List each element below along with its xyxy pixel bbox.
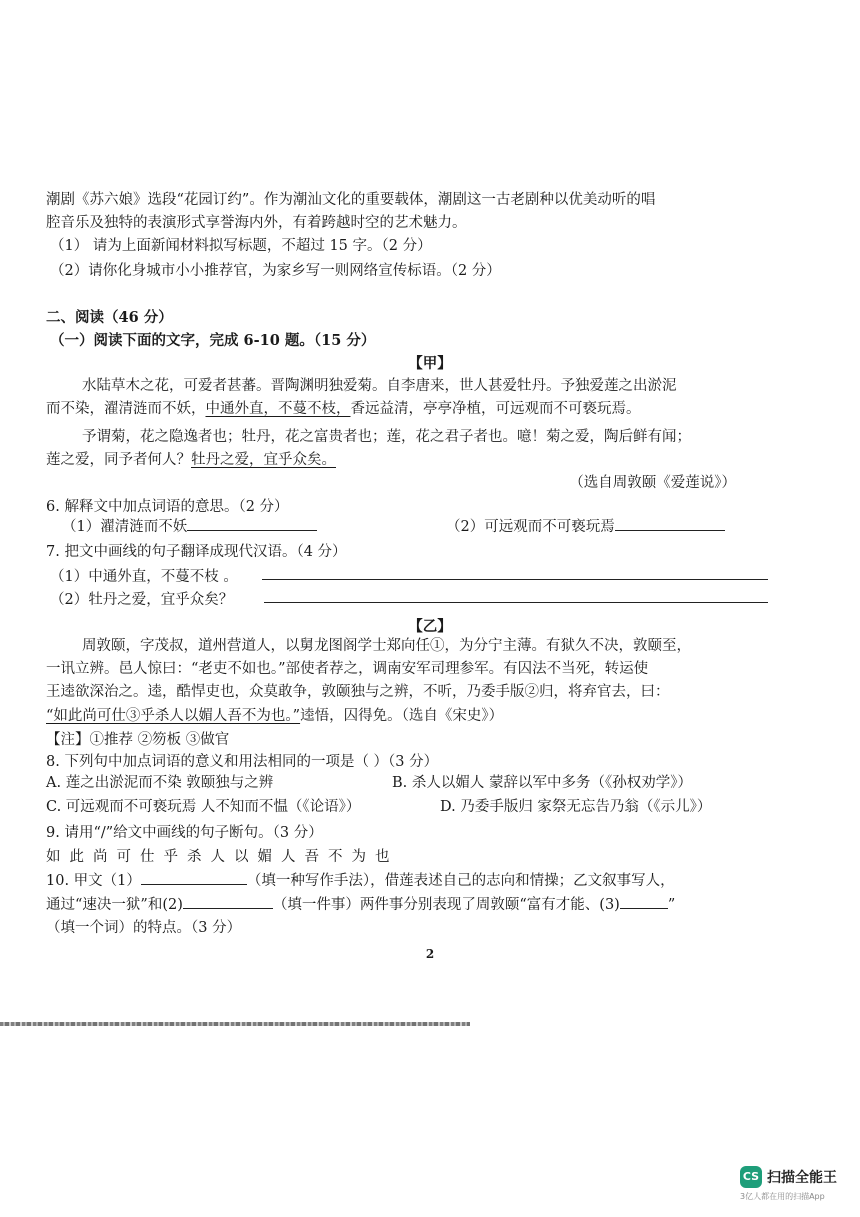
text-span: 通过“速决一狱”和(2) <box>46 897 183 913</box>
text-span: 逵悟，囚得免。（选自《宋史》） <box>300 708 504 724</box>
question-8-option-c: C. 可远观而不可亵玩焉 人不知而不愠（《论语》） <box>46 799 361 815</box>
section-heading: 二、阅读（46 分） <box>46 309 173 326</box>
passage-jia-line <box>46 398 814 420</box>
text-span: （1）濯清涟而不妖 <box>62 519 188 535</box>
page-number: 2 <box>425 947 435 961</box>
question-10-line-3: （填一个词）的特点。（3 分） <box>46 920 242 936</box>
underlined-sentence: 中通外直，不蔓不枝， <box>205 401 351 417</box>
passage-yi-note: 【注】①推荐 ②笏板 ③做官 <box>46 732 230 748</box>
passage-yi-line: 周敦颐，字茂叔，道州营道人，以舅龙图阁学士郑向任①，为分宁主薄。有狱久不决，敦颐至， <box>82 638 691 654</box>
question-7-b: （2）牡丹之爱，宜乎众矣？ <box>50 592 234 608</box>
answer-blank <box>187 516 317 531</box>
watermark-name: 扫描全能王 <box>767 1170 837 1186</box>
answer-line <box>262 579 768 580</box>
passage-yi-line: 一讯立辨。邑人惊曰：“老吏不如也。”部使者荐之，调南安军司理参军。有囚法不当死，转运使 <box>46 661 649 677</box>
text-span: 莲之爱，同予者何人？ <box>46 452 191 468</box>
passage-jia-line: 予谓菊，花之隐逸者也；牡丹，花之富贵者也；莲，花之君子者也。噫！菊之爱，陶后鲜有闻； <box>82 429 691 445</box>
passage-jia-source: （选自周敦颐《爱莲说》） <box>569 475 736 491</box>
question-1: （1） 请为上面新闻材料拟写标题，不超过 15 字。（2 分） <box>50 238 432 254</box>
passage-yi-line: 王逵欲深治之。逵，酷悍吏也，众莫敢争，敦颐独与之辨，不听，乃委手版②归，将弃官去，曰： <box>46 684 670 700</box>
passage-yi-line <box>46 705 814 727</box>
text-span: 香远益清，亭亭净植，可远观而不可亵玩焉。 <box>350 401 641 417</box>
cs-logo-icon: CS <box>740 1166 762 1188</box>
intro-line-1: 潮剧《苏六娘》选段“花园订约”。作为潮汕文化的重要载体，潮剧这一古老剧种以优美动听的唱 <box>46 192 656 208</box>
question-9-sentence: 如此尚可仕乎杀人以媚人吾不为也 <box>46 849 399 865</box>
question-6-stem: 6. 解释文中加点词语的意思。（2 分） <box>46 499 289 515</box>
question-8-stem: 8. 下列句中加点词语的意义和用法相同的一项是（ ）（3 分） <box>46 754 439 770</box>
question-7-stem: 7. 把文中画线的句子翻译成现代汉语。（4 分） <box>46 544 347 560</box>
scan-artifact-line <box>0 1022 470 1026</box>
question-8-option-a: A. 莲之出淤泥而不染 敦颐独与之辨 <box>46 775 274 791</box>
underlined-sentence: 牡丹之爱，宜乎众矣。 <box>191 452 336 468</box>
passage-jia-line <box>46 449 814 471</box>
text-span: （填一件事）两件事分别表现了周敦颐“富有才能、(3) <box>272 897 620 913</box>
question-8-option-d: D. 乃委手版归 家祭无忘告乃翁（《示儿》） <box>440 799 712 815</box>
question-10-line-1 <box>46 870 814 892</box>
answer-blank <box>183 894 273 909</box>
passage-yi-title: 【乙】 <box>408 618 452 635</box>
answer-line <box>264 602 768 603</box>
answer-blank <box>620 894 668 909</box>
section-subheading: （一）阅读下面的文字，完成 6-10 题。（15 分） <box>50 332 376 349</box>
question-2: （2）请你化身城市小小推荐官，为家乡写一则网络宣传标语。（2 分） <box>50 263 501 279</box>
passage-jia-title: 【甲】 <box>408 355 452 372</box>
text-span: （2）可远观而不可亵玩焉 <box>446 519 615 535</box>
passage-jia-line: 水陆草木之花，可爱者甚蕃。晋陶渊明独爱菊。自李唐来，世人甚爱牡丹。予独爱莲之出淤泥 <box>82 378 677 394</box>
question-9-stem: 9. 请用“/”给文中画线的句子断句。（3 分） <box>46 825 323 841</box>
question-6-b <box>446 516 814 538</box>
answer-blank <box>141 870 247 885</box>
answer-blank <box>615 516 725 531</box>
underlined-sentence: “如此尚可仕③乎杀人以媚人吾不为也。” <box>46 708 301 724</box>
text-span: （填一种写作手法），借莲表述自己的志向和情操；乙文叙事写人， <box>246 873 675 889</box>
question-8-option-b: B. 杀人以媚人 蒙辞以军中多务（《孙权劝学》） <box>392 775 692 791</box>
text-span: 10. 甲文（1） <box>46 873 141 889</box>
text-span: ” <box>667 897 676 913</box>
watermark-tagline: 3亿人都在用的扫描App <box>740 1192 825 1201</box>
question-10-line-2 <box>46 894 814 916</box>
intro-line-2: 腔音乐及独特的表演形式享誉海内外，有着跨越时空的艺术魅力。 <box>46 215 467 231</box>
scanner-watermark <box>740 1166 852 1206</box>
question-7-a: （1）中通外直，不蔓不枝 。 <box>50 569 238 585</box>
text-span: 而不染，濯清涟而不妖， <box>46 401 206 417</box>
